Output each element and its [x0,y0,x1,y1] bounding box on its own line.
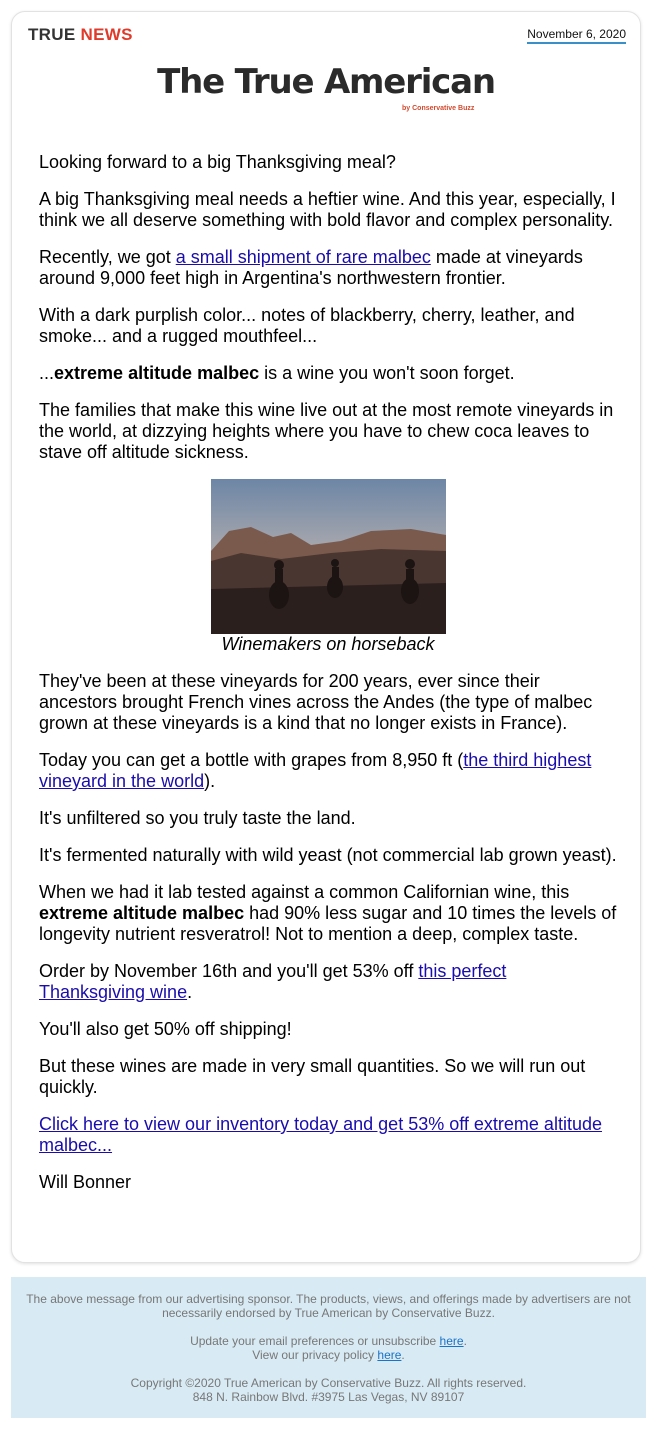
paragraph: It's fermented naturally with wild yeast (not commercial lab grown yeast). [39,845,617,865]
email-card [11,11,641,1263]
unsubscribe-link[interactable]: here [439,1334,464,1348]
paragraph: The families that make this wine live out at the most remote vineyards in the world, at dizzying heights where you have to chew coca leaves to stave off altitude sickness. [39,400,614,462]
paragraph: Looking forward to a big Thanksgiving meal? [39,152,396,172]
brand-news: NEWS [80,25,133,44]
paragraph: It's unfiltered so you truly taste the land. [39,808,356,828]
text: is a wine you won't soon forget. [259,363,515,383]
paragraph: A big Thanksgiving meal needs a heftier wine. And this year, especially, I think we all deserve something with bold flavor and complex personality. [39,189,616,230]
bold-text: extreme altitude malbec [54,363,260,383]
thanksgiving-wine-link[interactable]: this perfect Thanksgiving wine [39,961,507,1002]
text: . [401,1348,405,1362]
text: Recently, we got [39,247,176,267]
text: ). [204,771,216,791]
address: 848 N. Rainbow Blvd. #3975 Las Vegas, NV 89107 [192,1390,465,1404]
paragraph: You'll also get 50% off shipping! [39,1019,292,1039]
image-caption: Winemakers on horseback [221,634,435,654]
copyright-text: Copyright ©2020 True American by Conservative Buzz. All rights reserved. [130,1376,527,1390]
paragraph [39,961,617,1003]
text: ... [39,363,55,383]
figure [39,479,617,655]
brand-true: TRUE [28,25,76,44]
text: Order by November 16th and you'll get 53% off [39,961,419,981]
third-highest-vineyard-link[interactable]: the third highest vineyard in the world [39,750,592,791]
text: Today you can get a bottle with grapes from 8,950 ft ( [39,750,464,770]
text: Update your email preferences or unsubscribe [190,1334,440,1348]
text: had 90% less sugar and 10 times the levels of longevity nutrient resveratrol! Not to mention a deep, complex taste. [39,903,617,944]
disclaimer: The above message from our advertising sponsor. The products, views, and offerings made by advertisers are not necessarily endorsed by True American by Conservative Buzz. [26,1292,631,1320]
privacy-policy-link[interactable]: here [377,1348,402,1362]
paragraph [39,1114,617,1156]
view-inventory-link[interactable]: Click here to view our inventory today and get 53% off extreme altitude malbec... [39,1114,602,1155]
text: . [463,1334,467,1348]
footer-links [23,1334,634,1362]
signature: Will Bonner [39,1172,132,1192]
copyright [23,1376,634,1404]
masthead-byline: by Conservative Buzz [402,105,475,112]
text: made at vineyards around 9,000 feet high in Argentina's northwestern frontier. [39,247,583,288]
paragraph [39,247,617,289]
masthead [12,62,640,112]
paragraph [39,750,617,792]
malbec-shipment-link[interactable]: a small shipment of rare malbec [175,247,431,267]
text: When we had it lab tested against a common Californian wine, this [39,882,570,902]
paragraph [39,882,617,945]
brand-logo[interactable] [28,25,133,45]
email-body [39,152,617,1209]
text: . [187,982,193,1002]
paragraph: But these wines are made in very small quantities. So we will run out quickly. [39,1056,586,1097]
footer [11,1277,646,1418]
bold-text: extreme altitude malbec [39,903,245,923]
text: View our privacy policy [252,1348,378,1362]
paragraph: They've been at these vineyards for 200 years, ever since their ancestors brought French vines across the Andes (the type of malbec grown at these vineyards is a kind that no longer exists in France). [39,671,593,733]
paragraph: With a dark purplish color... notes of blackberry, cherry, leather, and smoke... and a rugged mouthfeel... [39,305,575,346]
issue-date: November 6, 2020 [527,27,626,44]
masthead-title: The True American [157,62,495,102]
horseback-photo[interactable] [211,479,446,634]
paragraph [39,363,617,384]
